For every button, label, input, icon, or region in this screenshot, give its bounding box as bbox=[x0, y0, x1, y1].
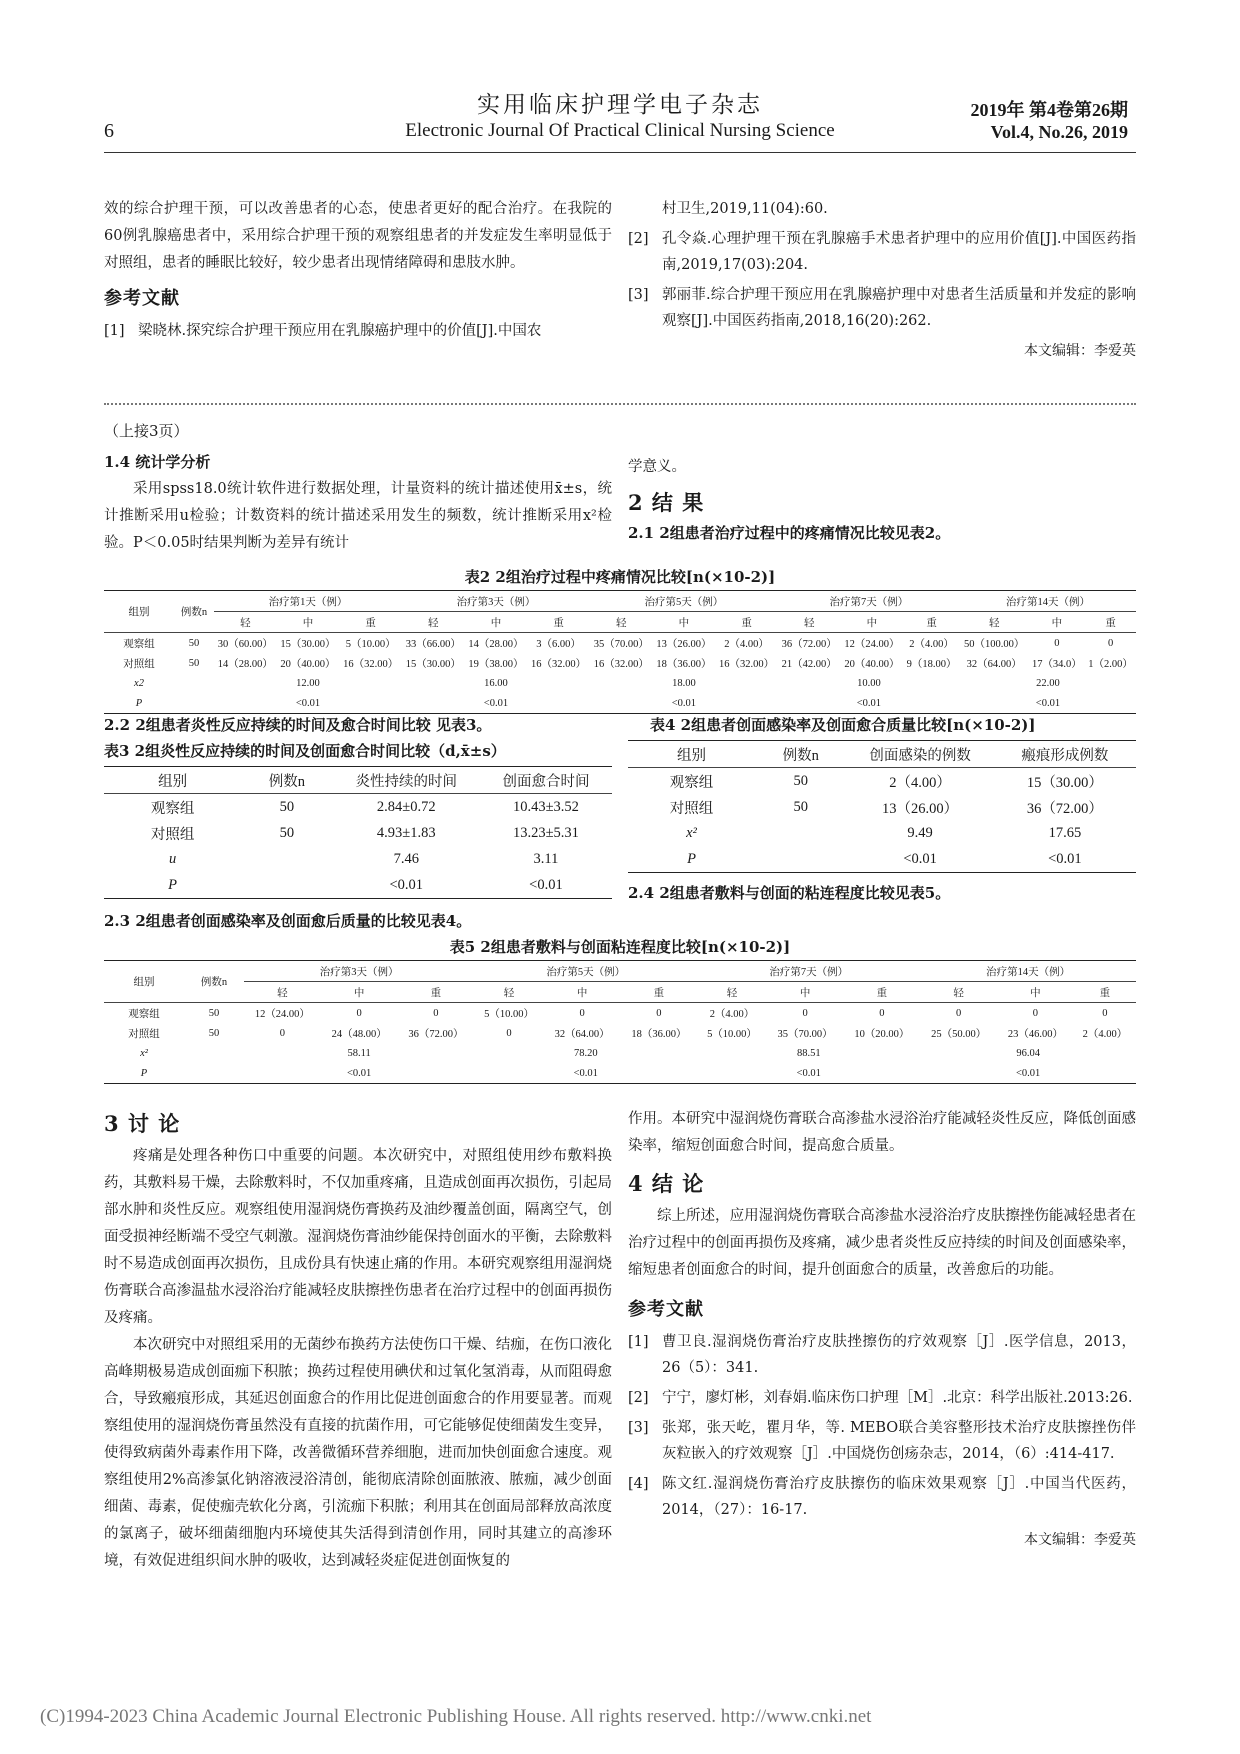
table4-header: 例数n bbox=[782, 747, 819, 764]
table4-cell: P bbox=[687, 850, 696, 867]
table2-cell: 16（32.00） bbox=[719, 658, 775, 670]
discussion-paragraph-1: 疼痛是处理各种伤口中重要的问题。本次研究中，对照组使用纱布敷料换药，其敷料易干燥，去除敷料时，不仅加重疼痛，且造成创面再次损伤，引起局部水肿和炎性反应。观察组使用湿润烧伤膏换药及油纱覆盖创面，隔离空气，创面受损神经断端不受空气刺激。湿润烧伤膏油纱能保持创面水的平衡，去除敷料时不易造成创面再次损伤，且成份具有快速止痛的作用。本研究观察组用湿润烧伤膏联合高渗温盐水浸浴治疗能减轻皮肤擦挫伤患者在治疗过程中的创面再损伤及疼痛。 bbox=[104, 1148, 612, 1326]
table4-row bbox=[628, 846, 1136, 873]
table3-cell: 13.23±5.31 bbox=[512, 824, 579, 841]
table2-cell: 18（36.00） bbox=[656, 658, 712, 670]
table2-sub-header: 中 bbox=[490, 617, 502, 629]
table2-sub-header: 轻 bbox=[240, 617, 251, 629]
table5-cell: 58.11 bbox=[347, 1047, 371, 1059]
table2-cell: 15（30.00） bbox=[280, 638, 336, 650]
table2-cell: 36（72.00） bbox=[781, 638, 837, 650]
table5-cell: 2（4.00） bbox=[1082, 1028, 1128, 1040]
table2-cell bbox=[174, 673, 214, 693]
table2-h-group: 组别 bbox=[128, 607, 150, 618]
table2-cell: 35（70.00） bbox=[593, 638, 649, 650]
table2-cell-n: 50 bbox=[188, 637, 200, 649]
table2-cell: 14（28.00） bbox=[217, 658, 273, 670]
table5-cell: 0 bbox=[1102, 1007, 1108, 1019]
table4-cell: 17.65 bbox=[1048, 824, 1082, 841]
table3-cell: 观察组 bbox=[150, 800, 195, 817]
table2-cell bbox=[174, 693, 214, 714]
section-divider bbox=[104, 403, 1136, 405]
table5-cell-group: 对照组 bbox=[128, 1028, 160, 1040]
table3-cell: 7.46 bbox=[393, 850, 419, 867]
table5-cell-n: 50 bbox=[208, 1027, 220, 1039]
table2-sub-header: 轻 bbox=[428, 617, 439, 629]
table2-cell: 17（34.0） bbox=[1031, 658, 1082, 670]
table5-h-group: 组别 bbox=[133, 977, 155, 988]
table5-cell: 35（70.00） bbox=[777, 1028, 833, 1040]
table5-sub-header: 轻 bbox=[726, 987, 738, 999]
table2-row bbox=[104, 633, 1136, 654]
table5-sub-header: 重 bbox=[876, 987, 888, 999]
table5-cell: 5（10.00） bbox=[484, 1008, 534, 1020]
section-1-4-title: 1.4 统计学分析 bbox=[104, 453, 211, 471]
table4-header: 组别 bbox=[677, 747, 706, 764]
table5-sub-header: 中 bbox=[576, 987, 588, 999]
table2-cell: 33（66.00） bbox=[405, 638, 461, 650]
table3-row bbox=[104, 872, 612, 899]
references-title: 参考文献 bbox=[104, 288, 180, 309]
table3-cell bbox=[241, 872, 332, 899]
table5-cell: 0 bbox=[279, 1027, 285, 1039]
table4-cell: x² bbox=[686, 824, 697, 841]
table4-cell: 观察组 bbox=[669, 774, 714, 791]
table2-cell: 12.00 bbox=[296, 677, 320, 689]
table4-cell bbox=[755, 820, 846, 846]
table5-sub-header: 重 bbox=[1099, 987, 1111, 999]
table4-cell bbox=[755, 846, 846, 873]
table2-cell-label: x2 bbox=[134, 677, 144, 689]
table5-cell: <0.01 bbox=[1015, 1067, 1041, 1079]
table5-p-row bbox=[104, 1063, 1136, 1084]
reference-item bbox=[628, 1471, 1136, 1523]
reference-item bbox=[628, 1415, 1136, 1467]
table3-cell: 10.43±3.52 bbox=[512, 798, 579, 815]
table2-sub-header: 中 bbox=[1051, 617, 1063, 629]
section-2-4: 2.4 2组患者敷料与创面的粘连程度比较见表5。 bbox=[628, 884, 951, 902]
table4-cell: 50 bbox=[793, 772, 808, 789]
table2-cell: 5（10.00） bbox=[345, 638, 396, 650]
table4-header: 创面感染的例数 bbox=[869, 747, 971, 764]
table2-cell-group: 对照组 bbox=[123, 658, 155, 670]
table5-cell-label: P bbox=[140, 1067, 148, 1079]
table2-cell: 13（26.00） bbox=[656, 638, 712, 650]
table4-row bbox=[628, 768, 1136, 795]
table3-cell: 4.93±1.83 bbox=[376, 824, 436, 841]
table2-cell: 16.00 bbox=[484, 677, 508, 689]
table5-period: 治疗第5天（例） bbox=[474, 961, 697, 982]
table5-row bbox=[104, 1003, 1136, 1024]
table5-cell bbox=[184, 1043, 244, 1063]
table5-period: 治疗第3天（例） bbox=[244, 961, 474, 982]
table5-cell bbox=[184, 1063, 244, 1084]
table4-cell: <0.01 bbox=[903, 850, 937, 867]
table5-cell: <0.01 bbox=[573, 1067, 598, 1079]
table5-row bbox=[104, 1023, 1136, 1043]
table2-cell: <0.01 bbox=[483, 697, 509, 709]
section-4-title: 4 结 论 bbox=[628, 1171, 705, 1196]
table2-sub-header: 轻 bbox=[988, 617, 1000, 629]
table2-cell: 20（40.00） bbox=[844, 658, 900, 670]
table2-cell: 2（4.00） bbox=[724, 638, 769, 650]
table2-sub-header: 轻 bbox=[803, 617, 815, 629]
table2-period: 治疗第5天（例） bbox=[590, 591, 778, 612]
table4-cell: 13（26.00） bbox=[882, 800, 959, 817]
table2-sub-header: 重 bbox=[741, 617, 752, 629]
table2-cell: 10.00 bbox=[857, 677, 881, 689]
table2-cell: 30（60.00） bbox=[217, 638, 273, 650]
table2-sub-header: 中 bbox=[678, 617, 690, 629]
copyright-footer: (C)1994-2023 China Academic Journal Electronic Publishing House. All rights reserved. http://www.cnki.net bbox=[40, 1706, 872, 1727]
table3-header: 炎性持续的时间 bbox=[355, 773, 457, 790]
table5-cell: 0 bbox=[879, 1007, 885, 1019]
table5-cell: 24（48.00） bbox=[331, 1028, 387, 1040]
section-2-3: 2.3 2组患者创面感染率及创面愈后质量的比较见表4。 bbox=[104, 912, 472, 930]
table2-sub-header: 中 bbox=[866, 617, 878, 629]
table5-cell: 18（36.00） bbox=[631, 1028, 687, 1040]
table5-h-n: 例数n bbox=[200, 977, 228, 988]
table5 bbox=[104, 960, 1136, 1084]
table3-cell: <0.01 bbox=[389, 876, 424, 893]
table3-caption: 表3 2组炎性反应持续的时间及创面愈合时间比较（d,x̄±s） bbox=[104, 742, 506, 760]
table5-cell: 36（72.00） bbox=[408, 1028, 464, 1040]
table4-cell: 36（72.00） bbox=[1026, 800, 1103, 817]
table2-cell: 16（32.00） bbox=[531, 658, 587, 670]
closing-paragraph: 效的综合护理干预，可以改善患者的心态，使患者更好的配合治疗。在我院的60例乳腺癌患者中，采用综合护理干预的观察组患者的并发症发生率明显低于对照组，患者的睡眠比较好，较少患者出现情绪障碍和患肢水肿。 bbox=[104, 201, 612, 271]
table2-cell: 50（100.00） bbox=[964, 638, 1025, 650]
table2-cell: 19（38.00） bbox=[468, 658, 524, 670]
table5-sub-header: 轻 bbox=[953, 987, 964, 999]
table5-cell: <0.01 bbox=[347, 1067, 372, 1079]
top-left-column bbox=[104, 196, 612, 348]
continuation-note: （上接3页） bbox=[104, 422, 189, 440]
section-1-4-continuation: 学意义。 bbox=[628, 459, 686, 475]
table2-cell: <0.01 bbox=[856, 697, 882, 709]
table2-period: 治疗第3天（例） bbox=[402, 591, 590, 612]
header-rule bbox=[104, 152, 1136, 153]
references-title-2: 参考文献 bbox=[628, 1299, 704, 1320]
table5-sub-header: 轻 bbox=[503, 987, 515, 999]
table5-sub-header: 中 bbox=[799, 987, 811, 999]
reference-continuation: 村卫生,2019,11(04):60. bbox=[662, 201, 828, 217]
table5-header-row bbox=[104, 961, 1136, 982]
discussion-continuation: 作用。本研究中湿润烧伤膏联合高渗盐水浸浴治疗能减轻炎性反应，降低创面感染率，缩短创面愈合时间，提高愈合质量。 bbox=[628, 1111, 1136, 1154]
table4-cell: 15（30.00） bbox=[1026, 774, 1103, 791]
table3-header: 组别 bbox=[158, 773, 188, 790]
table3-header: 创面愈合时间 bbox=[502, 773, 590, 790]
table2-cell: 1（2.00） bbox=[1088, 658, 1133, 670]
table5-cell: 0 bbox=[956, 1007, 962, 1019]
conclusion-column bbox=[628, 1106, 1136, 1554]
section-1-4-text: 采用spss18.0统计软件进行数据处理，计量资料的统计描述使用x̄±s，统计推断采用u检验；计数资料的统计描述采用发生的频数，统计推断采用x²检验。P＜0.05时结果判断为差异有统计 bbox=[104, 481, 612, 551]
reference-item bbox=[628, 1385, 1136, 1411]
stats-column bbox=[104, 418, 612, 557]
issue-cn: 2019年 第4卷第26期 bbox=[970, 100, 1128, 120]
table4-cell: <0.01 bbox=[1048, 850, 1082, 867]
table5-cell: 0 bbox=[656, 1007, 662, 1019]
table2-cell: 0 bbox=[1054, 637, 1060, 649]
table2-row bbox=[104, 653, 1136, 673]
table2-cell: 15（30.00） bbox=[405, 658, 461, 670]
section-2-2: 2.2 2组患者炎性反应持续的时间及愈合时间比较 见表3。 bbox=[104, 716, 492, 734]
table5-cell: 0 bbox=[802, 1007, 808, 1019]
table2-x2-row bbox=[104, 673, 1136, 693]
table4-cell: 50 bbox=[793, 798, 808, 815]
table2 bbox=[104, 590, 1136, 714]
reference-number: [3] bbox=[628, 1420, 649, 1436]
table2-cell: 20（40.00） bbox=[280, 658, 336, 670]
reference-item: [2] 孔令焱.心理护理干预在乳腺癌手术患者护理中的应用价值[J].中国医药指南,2019,17(03):204. bbox=[628, 231, 1136, 273]
section-2-1: 2.1 2组患者治疗过程中的疼痛情况比较见表2。 bbox=[628, 524, 951, 542]
table4-caption: 表4 2组患者创面感染率及创面愈合质量比较[n(×10-2)] bbox=[650, 716, 1036, 734]
table2-cell: 16（32.00） bbox=[593, 658, 649, 670]
table5-cell: 0 bbox=[1032, 1007, 1039, 1019]
table3-cell: 3.11 bbox=[533, 850, 559, 867]
table2-cell: 22.00 bbox=[1036, 677, 1060, 689]
conclusion-paragraph: 综上所述，应用湿润烧伤膏联合高渗盐水浸浴治疗皮肤擦挫伤能减轻患者在治疗过程中的创面再损伤及疼痛，减少患者炎性反应持续的时间及创面感染率，缩短患者创面愈合的时间，提升创面愈合的质量，改善愈后的功能。 bbox=[628, 1208, 1136, 1278]
discussion-column bbox=[104, 1110, 612, 1575]
table2-period: 治疗第7天（例） bbox=[778, 591, 960, 612]
discussion-paragraph-2: 本次研究中对照组采用的无菌纱布换药方法使伤口干燥、结痂，在伤口液化高峰期极易造成创面痂下积脓；换药过程使用碘伏和过氧化氢消毒，从而阻碍愈合，导致瘢痕形成，其延迟创面愈合的作用比促进创面愈合的作用要显著。而观察组使用的湿润烧伤膏虽然没有直接的抗菌作用，可它能够促使细菌发生变异，使得致病菌外毒素作用下降，改善微循环营养细胞，进而加快创面愈合速度。观察组使用2%高渗氯化钠溶液浸浴清创，能彻底清除创面脓液、脓痂，减少创面细菌、毒素，促使痂壳软化分离，引流痂下积脓；利用其在创面局部释放高浓度的氯离子，破坏细菌细胞内环境使其失活得到清创作用，同时其建立的高渗环境，有效促进组织间水肿的吸收，达到减轻炎症促进创面恢复的 bbox=[104, 1337, 612, 1569]
table2-cell: 9（18.00） bbox=[906, 658, 957, 670]
table2-cell: 18.00 bbox=[672, 677, 696, 689]
table5-cell: 23（46.00） bbox=[1007, 1028, 1063, 1040]
table2-cell: 21（42.00） bbox=[781, 658, 837, 670]
table4-header: 瘢痕形成例数 bbox=[1021, 747, 1109, 764]
table2-sub-header: 重 bbox=[926, 617, 937, 629]
table2-cell: 16（32.00） bbox=[343, 658, 399, 670]
table2-h-n: 例数n bbox=[180, 607, 208, 618]
table4-cell: 对照组 bbox=[669, 800, 714, 817]
table5-cell: 5（10.00） bbox=[707, 1028, 757, 1040]
table5-sub-header: 轻 bbox=[277, 987, 288, 999]
results-column bbox=[628, 454, 1136, 547]
table3-cell: u bbox=[168, 850, 177, 867]
table5-sub-header: 重 bbox=[653, 987, 665, 999]
table2-cell: 14（28.00） bbox=[468, 638, 524, 650]
reference-number: [1] bbox=[628, 1334, 649, 1350]
table3-cell: 2.84±0.72 bbox=[376, 798, 436, 815]
table5-cell: 10（20.00） bbox=[854, 1028, 910, 1040]
table2-cell-n: 50 bbox=[188, 657, 200, 669]
table2-sub-header: 重 bbox=[365, 617, 376, 629]
table3-header-row bbox=[104, 767, 612, 794]
table5-cell-label: x² bbox=[140, 1047, 148, 1059]
table2-p-row bbox=[104, 693, 1136, 714]
table2-cell: 32（64.00） bbox=[966, 658, 1022, 670]
table5-x2-row bbox=[104, 1043, 1136, 1063]
table2-period: 治疗第14天（例） bbox=[960, 591, 1136, 612]
issue-en: Vol.4, No.26, 2019 bbox=[990, 122, 1128, 142]
table5-cell: 88.51 bbox=[796, 1047, 821, 1059]
reference-text: 曹卫良.湿润烧伤膏治疗皮肤挫擦伤的疗效观察［J］.医学信息，2013，26（5）：341. bbox=[662, 1334, 1136, 1376]
reference-number: [2] bbox=[628, 1390, 649, 1406]
table5-cell: 32（64.00） bbox=[554, 1028, 610, 1040]
table2-header-row bbox=[104, 591, 1136, 612]
table2-cell: <0.01 bbox=[1035, 697, 1061, 709]
table4-cell: 2（4.00） bbox=[889, 774, 951, 791]
section-2-title: 2 结 果 bbox=[628, 490, 705, 515]
table3-cell: 50 bbox=[279, 798, 295, 815]
table5-cell: 0 bbox=[433, 1007, 439, 1019]
table5-cell: 2（4.00） bbox=[709, 1008, 755, 1020]
table2-cell: 12（24.00） bbox=[844, 638, 900, 650]
table5-sub-header: 中 bbox=[353, 987, 365, 999]
table5-cell: 0 bbox=[356, 1007, 362, 1019]
reference-item: [3] 郭丽菲.综合护理干预应用在乳腺癌护理中对患者生活质量和并发症的影响观察[J].中国医药指南,2018,16(20):262. bbox=[628, 287, 1136, 329]
table5-cell: 96.04 bbox=[1016, 1047, 1040, 1059]
table2-cell: 2（4.00） bbox=[909, 638, 954, 650]
table5-cell-n: 50 bbox=[208, 1007, 220, 1019]
table2-sub-header: 重 bbox=[553, 617, 564, 629]
table3-row bbox=[104, 820, 612, 846]
page-number: 6 bbox=[104, 120, 114, 142]
reference-item: [1] 梁晓林.探究综合护理干预应用在乳腺癌护理中的价值[J].中国农 bbox=[104, 323, 542, 339]
journal-title-en: Electronic Journal Of Practical Clinical Nursing Science bbox=[405, 120, 835, 141]
table5-sub-header: 重 bbox=[430, 987, 442, 999]
reference-list bbox=[628, 1329, 1136, 1523]
table3-row bbox=[104, 794, 612, 821]
reference-text: 陈文红.湿润烧伤膏治疗皮肤擦伤的临床效果观察［J］.中国当代医药，2014，（27）：16-17. bbox=[662, 1476, 1136, 1518]
table2-caption: 表2 2组治疗过程中疼痛情况比较[n(×10-2)] bbox=[464, 568, 776, 586]
table4-header-row bbox=[628, 741, 1136, 768]
table3-cell: P bbox=[168, 876, 177, 893]
table5-sub-header: 中 bbox=[1030, 987, 1041, 999]
editor-credit-2: 本文编辑：李爱英 bbox=[1024, 1532, 1136, 1548]
reference-text: 张郑，张天屹，瞿月华，等. MEBO联合美容整形技术治疗皮肤擦挫伤伴灰粒嵌入的疗效观察［J］.中国烧伤创疡杂志，2014，（6）:414-417. bbox=[662, 1420, 1136, 1462]
table5-cell: 12（24.00） bbox=[254, 1008, 310, 1020]
section-3-title: 3 讨 论 bbox=[104, 1111, 181, 1136]
table2-cell: 3（6.00） bbox=[536, 638, 581, 650]
table4-row bbox=[628, 820, 1136, 846]
table2-cell: <0.01 bbox=[671, 697, 697, 709]
table5-cell: 78.20 bbox=[573, 1047, 598, 1059]
editor-credit: 本文编辑：李爱英 bbox=[1024, 343, 1136, 359]
table2-sub-header: 轻 bbox=[616, 617, 627, 629]
table5-cell: 0 bbox=[579, 1007, 585, 1019]
table5-caption: 表5 2组患者敷料与创面粘连程度比较[n(×10-2)] bbox=[449, 938, 791, 956]
table5-subheader-row bbox=[104, 982, 1136, 1003]
table2-cell: 0 bbox=[1107, 637, 1114, 649]
table2-sub-header: 中 bbox=[302, 617, 314, 629]
table5-period: 治疗第7天（例） bbox=[697, 961, 920, 982]
top-right-column bbox=[628, 196, 1136, 365]
reference-text: 宁宁，廖灯彬，刘春娟.临床伤口护理［M］.北京：科学出版社.2013:26. bbox=[662, 1390, 1133, 1406]
table2-cell: <0.01 bbox=[295, 697, 321, 709]
table2-sub-header: 重 bbox=[1105, 617, 1116, 629]
table2-period: 治疗第1天（例） bbox=[214, 591, 402, 612]
table3-header: 例数n bbox=[268, 773, 305, 790]
table2-cell-label: P bbox=[135, 697, 143, 709]
table3 bbox=[104, 766, 612, 899]
table4-cell: 9.49 bbox=[907, 824, 933, 841]
table3-cell: <0.01 bbox=[529, 876, 563, 893]
table3-cell: 50 bbox=[279, 824, 295, 841]
reference-item bbox=[628, 1329, 1136, 1381]
table5-cell-group: 观察组 bbox=[128, 1008, 160, 1020]
table3-cell bbox=[241, 846, 332, 872]
table2-subheader-row bbox=[104, 612, 1136, 633]
table5-period: 治疗第14天（例） bbox=[920, 961, 1136, 982]
reference-number: [4] bbox=[628, 1476, 649, 1492]
journal-title-cn: 实用临床护理学电子杂志 bbox=[477, 92, 763, 118]
table2-cell-group: 观察组 bbox=[123, 638, 155, 650]
table4 bbox=[628, 740, 1136, 873]
table4-row bbox=[628, 794, 1136, 820]
table3-row bbox=[104, 846, 612, 872]
table3-cell: 对照组 bbox=[150, 826, 195, 843]
table5-cell: <0.01 bbox=[796, 1067, 821, 1079]
table5-cell: 0 bbox=[506, 1027, 512, 1039]
table5-cell: 25（50.00） bbox=[931, 1028, 987, 1040]
